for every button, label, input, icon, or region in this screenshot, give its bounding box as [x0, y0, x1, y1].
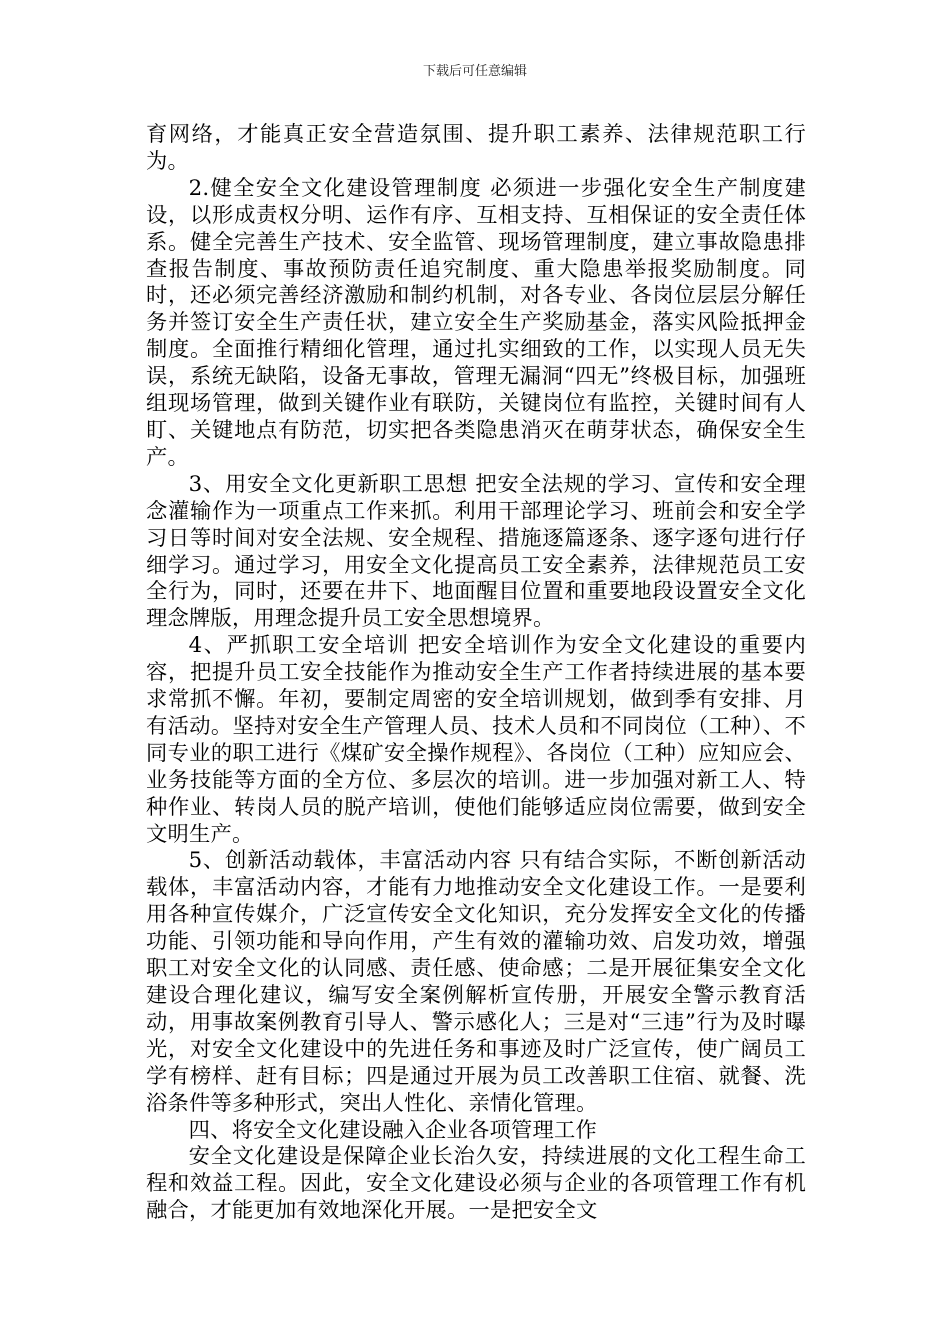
paragraph-integration: 安全文化建设是保障企业长治久安，持续进展的文化工程生命工程和效益工程。因此，安全文化建设必须与企业的各项管理工作有机融合，才能更加有效地深化开展。一是把安全文 — [146, 1144, 806, 1224]
paragraph-continuation: 育网络，才能真正安全营造氛围、提升职工素养、法律规范职工行为。 — [146, 122, 806, 174]
paragraph-innovate-activities: 5、创新活动载体，丰富活动内容 只有结合实际，不断创新活动载体，丰富活动内容，才能有力地推动安全文化建设工作。一是要利用各种宣传媒介，广泛宣传安全文化知识，充分发挥安全文化的传播功能、引领功能和导向作用，产生有效的灌输功效、启发功效，增强职工对安全文化的认同感、责任感、使命感；二是开展征集安全文化建设合理化建议，编写安全案例解析宣传册，开展安全警示教育活动，用事故案例教育引导人、警示感化人；三是对“三违”行为及时曝光，对安全文化建设中的先进任务和事迹及时广泛宣传，使广阔员工学有榜样、赶有目标；四是通过开展为员工改善职工住宿、就餐、洗浴条件等多种形式，突出人性化、亲情化管理。 — [146, 848, 806, 1116]
paragraph-management-system: 2.健全安全文化建设管理制度 必须进一步强化安全生产制度建设，以形成责权分明、运作有序、互相支持、互相保证的安全责任体系。健全完善生产技术、安全监管、现场管理制度，建立事故隐患排查报告制度、事故预防责任追究制度、重大隐患举报奖励制度。同时，还必须完善经济激励和制约机制，对各专业、各岗位层层分解任务并签订安全生产责任状，建立安全生产奖励基金，落实风险抵押金制度。全面推行精细化管理，通过扎实细致的工作，以实现人员无失误，系统无缺陷，设备无事故，管理无漏洞“四无”终极目标，加强班组现场管理，做到关键作业有联防，关键岗位有监控，关键时间有人盯、关键地点有防范，切实把各类隐患消灭在萌芽状态，确保安全生产。 — [146, 175, 806, 470]
document-body — [146, 122, 806, 1225]
paragraph-update-thinking: 3、用安全文化更新职工思想 把安全法规的学习、宣传和安全理念灌输作为一项重点工作来抓。利用干部理论学习、班前会和安全学习日等时间对安全法规、安全规程、措施逐篇逐条、逐字逐句进行仔细学习。通过学习，用安全文化提高员工安全素养，法律规范员工安全行为，同时，还要在井下、地面醒目位置和重要地段设置安全文化理念牌版，用理念提升员工安全思想境界。 — [146, 471, 806, 632]
page-header: 下载后可任意编辑 — [422, 64, 527, 79]
paragraph-safety-training: 4、严抓职工安全培训 把安全培训作为安全文化建设的重要内容，把提升员工安全技能作为推动安全生产工作者持续进展的基本要求常抓不懈。年初，要制定周密的安全培训规划，做到季有安排、月有活动。坚持对安全生产管理人员、技术人员和不同岗位（工种）、不同专业的职工进行《煤矿安全操作规程》、各岗位（工种）应知应会、业务技能等方面的全方位、多层次的培训。进一步加强对新工人、特种作业、转岗人员的脱产培训，使他们能够适应岗位需要，做到安全文明生产。 — [146, 633, 806, 847]
section-heading-four: 四、将安全文化建设融入企业各项管理工作 — [188, 1117, 598, 1143]
